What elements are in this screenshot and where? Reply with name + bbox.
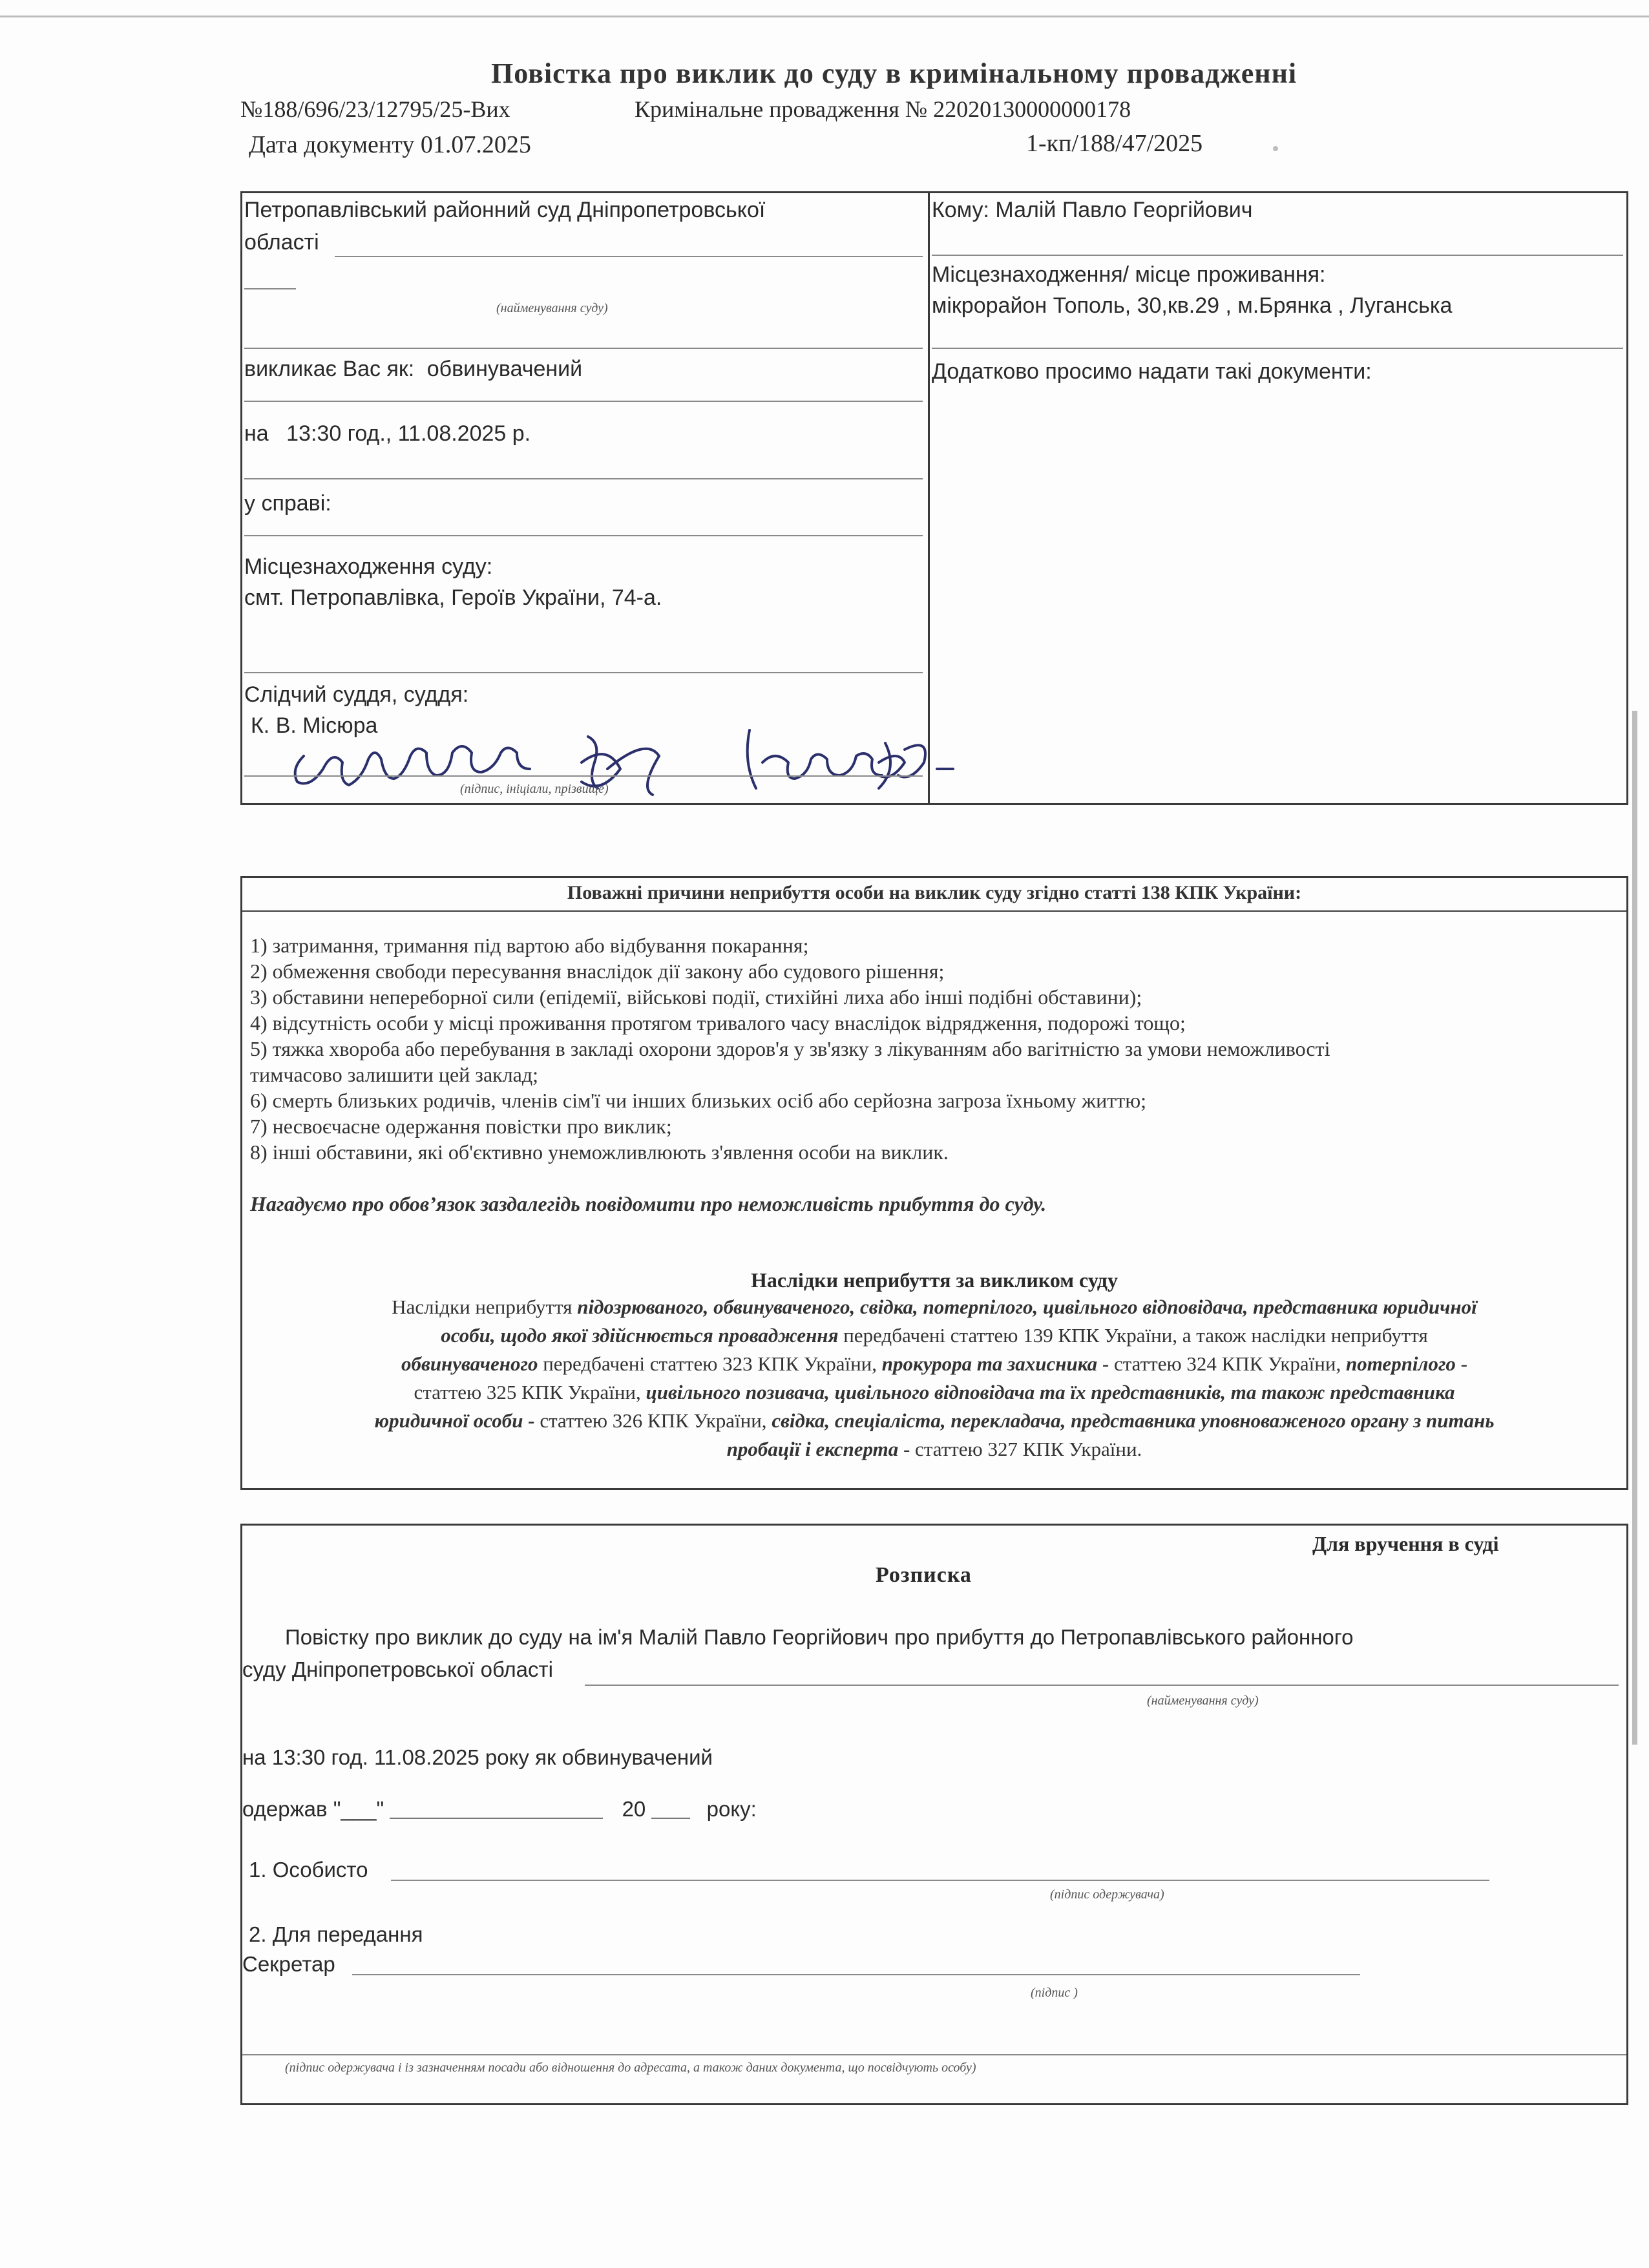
signature-line xyxy=(244,775,923,777)
consequences-text: Наслідки неприбуття xyxy=(392,1296,572,1318)
received-line xyxy=(242,1797,757,1822)
court-caption: (найменування суду) xyxy=(496,301,608,315)
scan-dot xyxy=(1273,146,1278,151)
reasons-title-rule xyxy=(242,910,1626,912)
case-label: у справі: xyxy=(244,491,331,516)
receipt-court-underline xyxy=(585,1685,1619,1686)
residence-underline xyxy=(932,348,1623,349)
personally-underline xyxy=(391,1880,1489,1881)
judge-label: Слідчий суддя, суддя: xyxy=(244,682,469,707)
court-name-underline xyxy=(335,256,923,257)
consequences-line-4 xyxy=(242,1381,1626,1404)
consequences-roles: обвинуваченого xyxy=(401,1352,538,1375)
received-year-prefix: 20 xyxy=(622,1797,646,1821)
court-name-line2: області xyxy=(244,230,319,255)
consequences-roles: пробації і експерта xyxy=(726,1438,899,1460)
received-label: одержав "___" xyxy=(242,1797,384,1821)
divider-line-4 xyxy=(244,535,923,536)
consequences-roles: юридичної особи - xyxy=(374,1409,535,1432)
scan-top-edge xyxy=(0,16,1649,17)
judge-signature xyxy=(284,717,995,808)
consequences-text: передбачені статтею 323 КПК України, xyxy=(543,1352,877,1375)
summons-as xyxy=(244,357,582,382)
personally-label: 1. Особисто xyxy=(249,1858,368,1882)
residence-label: Місцезнаходження/ місце проживання: xyxy=(932,262,1326,287)
reminder-text: Нагадуємо про обов’язок заздалегідь повідомити про неможливість прибуття до суду. xyxy=(250,1192,1047,1215)
divider-line-5 xyxy=(244,672,923,673)
consequences-title: Наслідки неприбуття за викликом суду xyxy=(751,1268,1118,1292)
recipient-label: Кому: xyxy=(932,198,989,222)
consequences-text: передбачені статтею 139 КПК України, а також наслідки неприбуття xyxy=(843,1324,1428,1347)
recipient-underline xyxy=(932,255,1623,256)
reason-item: 7) несвоєчасне одержання повістки про виклик; xyxy=(250,1115,672,1138)
case-number: 1-кп/188/47/2025 xyxy=(1026,130,1203,157)
consequences-text: - статтею 327 КПК України. xyxy=(903,1438,1142,1460)
consequences-roles: юридичної xyxy=(1383,1296,1477,1318)
secretary-sign-caption: (підпис ) xyxy=(1031,1986,1078,2000)
consequences-roles: особи, щодо якої здійснюється провадження xyxy=(441,1324,839,1347)
for-court-label: Для вручення в суді xyxy=(1312,1532,1499,1555)
footer-caption: (підпис одержувача і із зазначенням посади або відношення до адресата, а також даних документа, що посвідчують особу) xyxy=(285,2061,976,2075)
reason-item: 6) смерть близьких родичів, членів сім'ї чи інших близьких осіб або серйозна загроза їхньому життю; xyxy=(250,1089,1147,1112)
reasons-box xyxy=(240,876,1628,1490)
receipt-text-line1: Повістку про виклик до суду на ім'я Малій Павло Георгійович про прибуття до Петропавлівського районного xyxy=(285,1625,1354,1649)
court-name-line1: Петропавлівський районний суд Дніпропетровської xyxy=(244,198,766,222)
hearing-time xyxy=(244,421,530,446)
summons-as-label: викликає Вас як: xyxy=(244,357,415,381)
divider-line-2 xyxy=(244,401,923,402)
secretary-underline xyxy=(352,1974,1360,1975)
consequences-roles: прокурора та захисника xyxy=(881,1352,1098,1375)
received-month-blank xyxy=(390,1818,603,1819)
recipient-name: Малій Павло Георгійович xyxy=(995,198,1253,222)
divider-line-1 xyxy=(244,348,923,349)
signature-caption: (підпис, ініціали, прізвище) xyxy=(460,782,609,796)
outgoing-number: №188/696/23/12795/25-Вих xyxy=(240,96,510,122)
court-location-value: смт. Петропавлівка, Героїв України, 74-а. xyxy=(244,585,662,610)
reason-item: 5) тяжка хвороба або перебування в закладі охорони здоров'я у зв'язку з лікуванням або вагітністю за умови неможливості xyxy=(250,1037,1330,1060)
consequences-text: статтею 325 КПК України, xyxy=(414,1381,641,1403)
consequences-line-3 xyxy=(242,1352,1626,1376)
proceeding-label: Кримінальне провадження № xyxy=(635,96,928,122)
reason-item: 4) відсутність особи у місці проживання протягом тривалого часу внаслідок відрядження, подорожі тощо; xyxy=(250,1011,1186,1034)
recipient xyxy=(932,198,1253,223)
footer-underline xyxy=(242,2054,1626,2055)
hearing-time-prefix: на xyxy=(244,421,269,446)
reason-item: 8) інші обставини, які об'єктивно унеможливлюють з'явлення особи на виклик. xyxy=(250,1140,949,1164)
scan-right-edge xyxy=(1632,711,1637,1745)
consequences-text: статтею 326 КПК України, xyxy=(540,1409,767,1432)
transfer-label: 2. Для передання xyxy=(249,1922,423,1946)
received-year-blank xyxy=(651,1818,690,1819)
documents-label: Додатково просимо надати такі документи: xyxy=(932,359,1372,384)
court-location-label: Місцезнаходження суду: xyxy=(244,554,493,579)
proceeding-line xyxy=(635,96,1131,123)
receipt-title: Розписка xyxy=(876,1563,972,1587)
reason-item: 2) обмеження свободи пересування внаслідок дії закону або судового рішення; xyxy=(250,960,945,983)
consequences-text: - xyxy=(1460,1352,1467,1375)
receipt-text-line2: суду Дніпропетровської області xyxy=(242,1657,553,1681)
consequences-line-6 xyxy=(242,1438,1626,1461)
secretary-label: Секретар xyxy=(242,1952,335,1976)
consequences-roles: підозрюваного, обвинуваченого, свідка, потерпілого, цивільного відповідача, представника xyxy=(577,1296,1378,1318)
divider-line-3 xyxy=(244,478,923,479)
consequences-line-1 xyxy=(242,1296,1626,1319)
reasons-title: Поважні причини неприбуття особи на виклик суду згідно статті 138 КПК України: xyxy=(567,882,1302,903)
residence-value: мікрорайон Тополь, 30,кв.29 , м.Брянка , Луганська xyxy=(932,293,1453,318)
summons-divider xyxy=(928,191,930,805)
consequences-text: - статтею 324 КПК України, xyxy=(1102,1352,1341,1375)
judge-name: К. В. Місюра xyxy=(251,713,378,738)
court-name-stub-line xyxy=(244,288,296,289)
reason-item: 3) обставини непереборної сили (епідемії, військові події, стихійні лиха або інші подібні обставини); xyxy=(250,985,1142,1009)
received-year-suffix: року: xyxy=(706,1797,757,1821)
hearing-time-value: 13:30 год., 11.08.2025 р. xyxy=(286,421,531,446)
document-date-label: Дата документу xyxy=(249,131,415,158)
document-date-value: 01.07.2025 xyxy=(420,131,531,158)
reason-item: тимчасово залишити цей заклад; xyxy=(250,1063,539,1086)
receipt-box xyxy=(240,1524,1628,2105)
proceeding-number: 22020130000000178 xyxy=(933,96,1131,122)
consequences-roles: свідка, спеціаліста, перекладача, представника уповноваженого органу з питань xyxy=(772,1409,1495,1432)
consequences-roles: потерпілого xyxy=(1345,1352,1456,1375)
recipient-sign-caption: (підпис одержувача) xyxy=(1050,1887,1164,1902)
consequences-roles: цивільного позивача, цивільного відповідача та їх представників, та також представника xyxy=(646,1381,1455,1403)
document-date xyxy=(249,131,531,159)
consequences-line-2 xyxy=(242,1324,1626,1347)
summons-as-value: обвинувачений xyxy=(426,357,583,381)
reason-item: 1) затримання, тримання під вартою або відбування покарання; xyxy=(250,934,809,957)
receipt-time-line: на 13:30 год. 11.08.2025 року як обвинувачений xyxy=(242,1745,713,1769)
consequences-line-5 xyxy=(242,1409,1626,1433)
document-title: Повістка про виклик до суду в кримінальному провадженні xyxy=(491,58,1297,89)
receipt-court-caption: (найменування суду) xyxy=(1147,1694,1259,1708)
